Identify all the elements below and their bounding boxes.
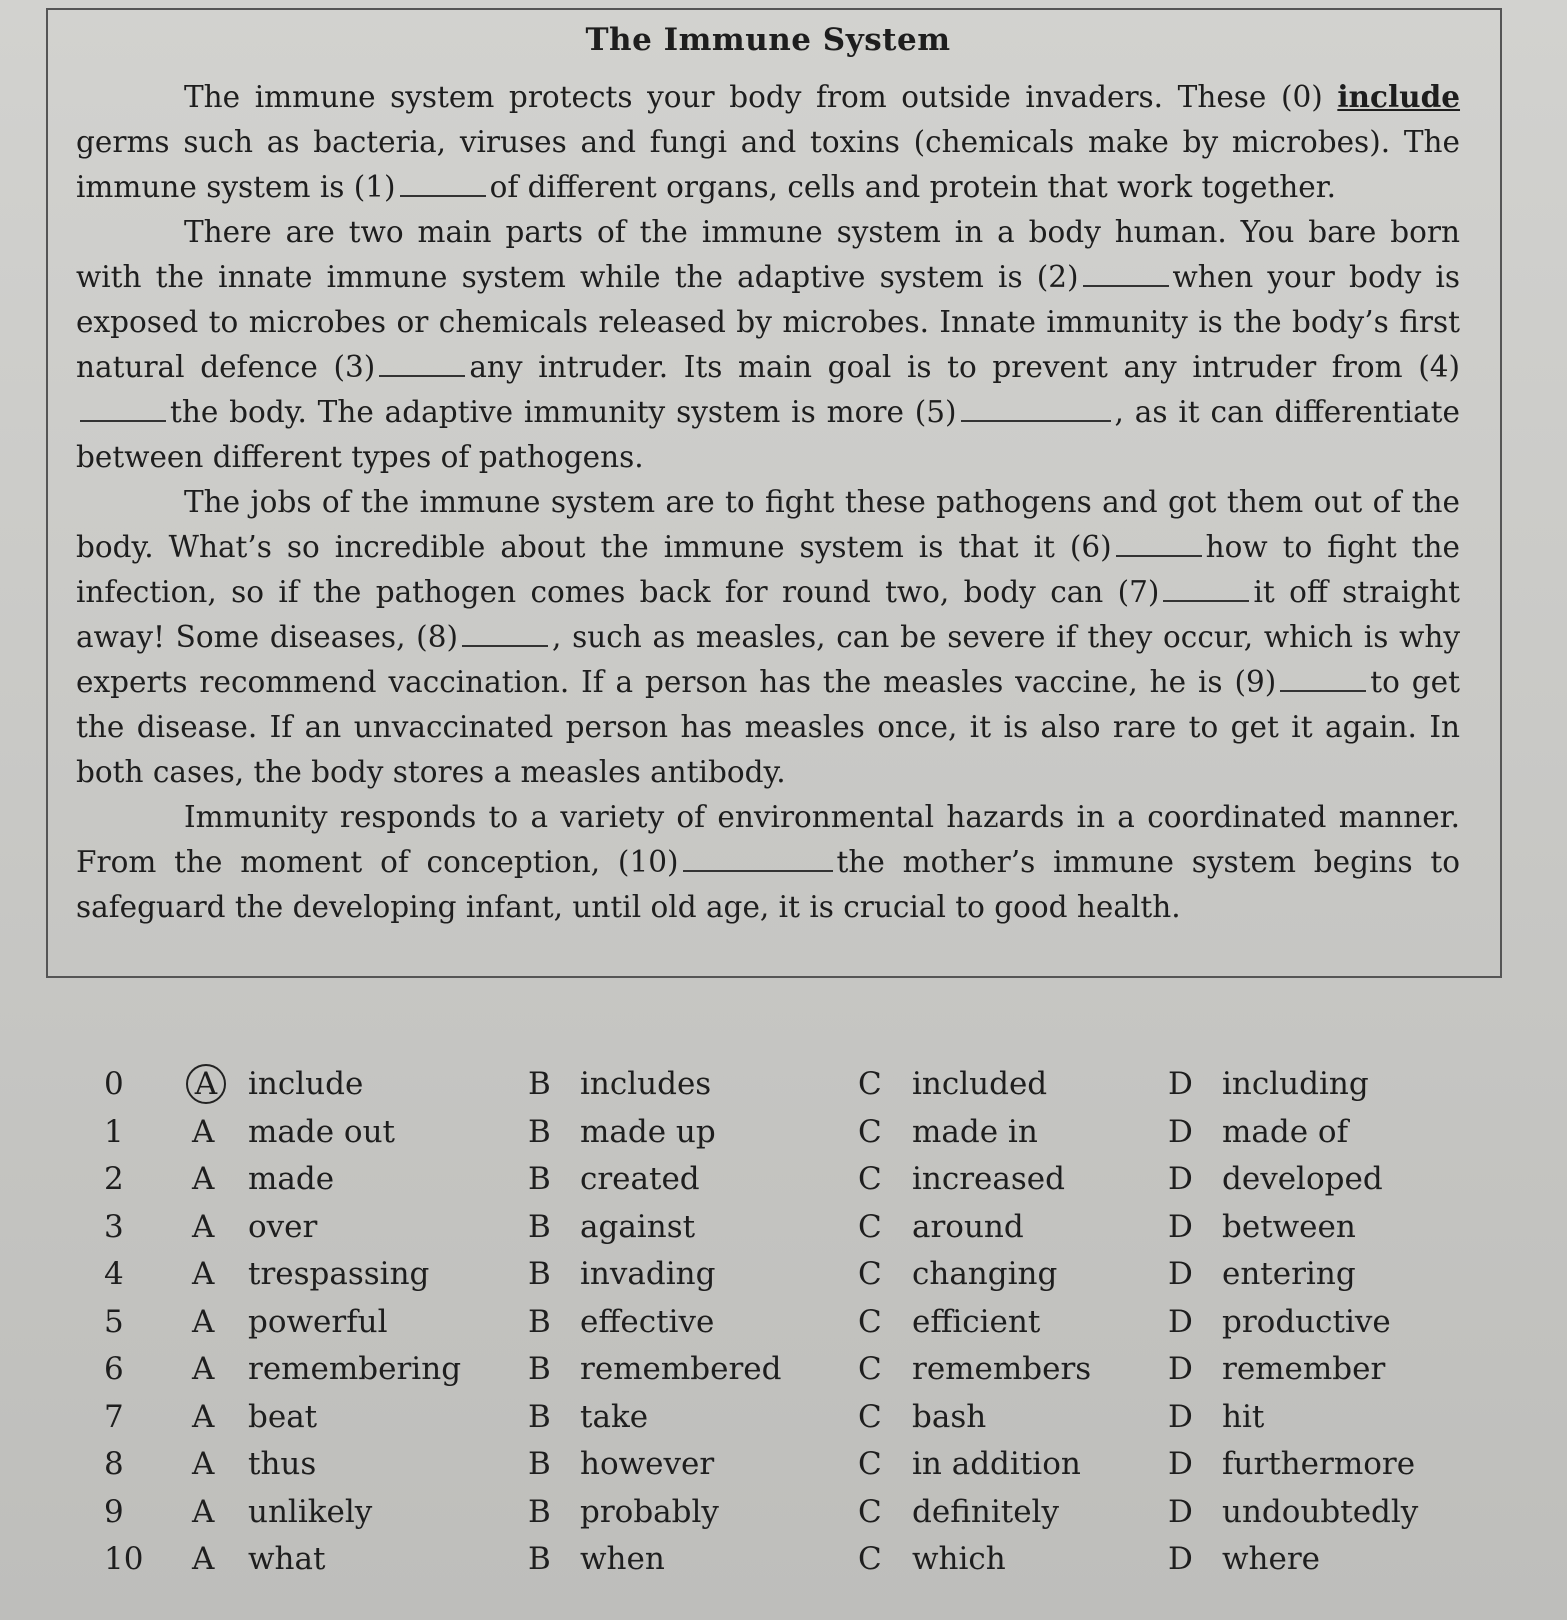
option-b[interactable]: however [580, 1446, 715, 1482]
option-letter-d[interactable]: D [1168, 1493, 1193, 1530]
option-c[interactable]: definitely [912, 1493, 1059, 1530]
option-letter-b[interactable]: B [528, 1493, 551, 1530]
option-a[interactable]: what [248, 1541, 326, 1577]
option-letter-d[interactable]: D [1168, 1208, 1193, 1245]
text: immune system is (1) [76, 170, 396, 204]
paragraph-2 [76, 210, 1460, 480]
option-row [90, 1256, 1490, 1304]
option-b[interactable]: probably [580, 1493, 719, 1530]
option-b[interactable]: against [580, 1208, 696, 1245]
option-letter-b[interactable]: B [528, 1256, 551, 1292]
option-letter-c[interactable]: C [858, 1256, 882, 1292]
text: the infection, so if the pathogen comes back for round two, body can (7) [76, 530, 1460, 609]
option-letter-d[interactable]: D [1168, 1303, 1193, 1340]
option-letter-d[interactable]: D [1168, 1446, 1193, 1482]
text: it off [1253, 575, 1328, 609]
blank-4[interactable] [80, 394, 166, 422]
option-letter-a[interactable]: A [192, 1208, 215, 1245]
option-letter-a[interactable]: A [192, 1493, 215, 1530]
option-a[interactable]: powerful [248, 1303, 388, 1340]
option-a[interactable]: made [248, 1161, 335, 1197]
option-d[interactable]: undoubtedly [1222, 1493, 1419, 1530]
option-letter-b[interactable]: B [528, 1446, 551, 1482]
option-a[interactable]: remembering [248, 1351, 462, 1387]
option-letter-c[interactable]: C [858, 1066, 882, 1102]
text: Immunity responds to a variety of environmental hazards in a coordinated manner. [184, 800, 1460, 834]
text: the body. What’s so incredible about the immune system is that it (6) [76, 485, 1460, 564]
blank-5[interactable] [961, 394, 1111, 422]
option-letter-b[interactable]: B [528, 1161, 551, 1197]
option-letter-b[interactable]: B [528, 1113, 551, 1150]
option-row [90, 1066, 1490, 1114]
option-letter-d[interactable]: D [1168, 1113, 1193, 1150]
answer-options [90, 1066, 1490, 1589]
text: The jobs of the immune system are to fight these pathogens and got them out of [184, 485, 1402, 519]
option-d[interactable]: furthermore [1222, 1446, 1416, 1482]
blank-2[interactable] [1083, 259, 1169, 287]
option-letter-b[interactable]: B [528, 1208, 551, 1245]
blank-1[interactable] [400, 169, 486, 197]
option-letter-a[interactable]: A [192, 1446, 215, 1482]
text: of different organs, cells and protein that work together. [489, 170, 1337, 204]
question-number: 0 [104, 1066, 124, 1102]
option-row [90, 1446, 1490, 1494]
blank-7[interactable] [1163, 574, 1249, 602]
text: first natural defence (3) [76, 305, 1460, 384]
option-letter-c[interactable]: C [858, 1398, 882, 1435]
option-a[interactable]: trespassing [248, 1256, 430, 1292]
option-letter-b[interactable]: B [528, 1351, 551, 1387]
blank-3[interactable] [379, 349, 465, 377]
option-letter-c[interactable]: C [858, 1541, 882, 1577]
option-letter-c[interactable]: C [858, 1446, 882, 1482]
text: The immune system protects your body from outside invaders. These (0) [184, 80, 1323, 114]
option-letter-a[interactable]: A [192, 1303, 215, 1340]
option-letter-a[interactable]: A [192, 1351, 215, 1387]
paragraph-3 [76, 480, 1460, 795]
question-number: 3 [104, 1208, 124, 1245]
question-number: 4 [104, 1256, 124, 1292]
option-d[interactable]: hit [1222, 1398, 1265, 1435]
option-b[interactable]: made up [580, 1113, 716, 1150]
option-b[interactable]: created [580, 1161, 700, 1197]
paragraph-1 [76, 74, 1460, 210]
text: how to fight [1205, 530, 1397, 564]
option-row [90, 1209, 1490, 1257]
option-c[interactable]: in addition [912, 1446, 1081, 1482]
blank-9[interactable] [1280, 664, 1366, 692]
option-row [90, 1304, 1490, 1352]
option-letter-a[interactable]: A [192, 1256, 215, 1292]
option-b[interactable]: take [580, 1398, 649, 1435]
blank-10[interactable] [683, 844, 833, 872]
option-letter-d[interactable]: D [1168, 1351, 1193, 1387]
question-number: 1 [104, 1113, 124, 1150]
option-d[interactable]: made of [1222, 1113, 1349, 1150]
option-letter-a[interactable]: A [192, 1541, 215, 1577]
option-d[interactable]: entering [1222, 1256, 1356, 1292]
option-b[interactable]: invading [580, 1256, 716, 1292]
option-row [90, 1114, 1490, 1162]
option-letter-d[interactable]: D [1168, 1161, 1193, 1197]
text: when your body [1172, 260, 1422, 294]
option-c[interactable]: efficient [912, 1303, 1041, 1340]
option-a[interactable]: unlikely [248, 1493, 373, 1530]
text: the mother’s immune system begins to [836, 845, 1461, 879]
text: From the moment of conception, (10) [76, 845, 679, 879]
option-b[interactable]: when [580, 1541, 665, 1577]
option-d[interactable]: productive [1222, 1303, 1391, 1340]
text: , such as measles, can be severe if they occur, [551, 620, 1254, 654]
option-letter-a[interactable] [192, 1066, 226, 1104]
option-d[interactable]: remember [1222, 1351, 1386, 1387]
text: with the innate immune system while the adaptive system is (2) [76, 260, 1079, 294]
question-number: 8 [104, 1446, 124, 1482]
option-letter-c[interactable]: C [858, 1113, 882, 1150]
page-title: The Immune System [585, 22, 951, 58]
option-d[interactable]: developed [1222, 1161, 1383, 1197]
option-d[interactable]: where [1222, 1541, 1321, 1577]
option-c[interactable]: around [912, 1208, 1024, 1245]
option-b[interactable]: remembered [580, 1351, 782, 1387]
text: germs such as bacteria, viruses and fungi and toxins (chemicals make by microbes). The [76, 125, 1460, 159]
option-letter-d[interactable]: D [1168, 1541, 1193, 1577]
option-c[interactable]: included [912, 1066, 1048, 1102]
option-b[interactable]: effective [580, 1303, 715, 1340]
question-number: 10 [104, 1541, 144, 1577]
question-number: 2 [104, 1161, 124, 1197]
option-a[interactable]: include [248, 1066, 364, 1102]
option-letter-d[interactable]: D [1168, 1256, 1193, 1292]
option-d[interactable]: including [1222, 1066, 1369, 1102]
text: any intruder. Its main goal is to prevent any intruder from [469, 350, 1403, 384]
option-c[interactable]: bash [912, 1398, 987, 1435]
option-c[interactable]: made in [912, 1113, 1038, 1150]
text: There are two main parts of the immune system in a body human. You bare born [184, 215, 1460, 249]
paragraph-4 [76, 795, 1460, 930]
text: (9) [1234, 665, 1277, 699]
option-c[interactable]: increased [912, 1161, 1065, 1197]
option-c[interactable]: changing [912, 1256, 1058, 1292]
example-answer: include [1337, 79, 1461, 114]
option-letter-b[interactable]: B [528, 1066, 551, 1102]
text: differentiate between different types of pathogens. [76, 395, 1460, 474]
option-row [90, 1161, 1490, 1209]
option-row [90, 1399, 1490, 1447]
text: , as it can [1114, 395, 1264, 429]
option-d[interactable]: between [1222, 1208, 1356, 1245]
question-number: 7 [104, 1398, 124, 1435]
text: is exposed to microbes or chemicals released by microbes. Innate immunity is the body’s [76, 260, 1460, 339]
text: (4) [1418, 350, 1460, 384]
option-letter-b[interactable]: B [528, 1398, 551, 1435]
option-letter-c[interactable]: C [858, 1493, 882, 1530]
option-c[interactable]: which [912, 1541, 1006, 1577]
option-letter-d[interactable]: D [1168, 1066, 1193, 1102]
option-row [90, 1494, 1490, 1542]
text: to get it again. In both cases, the body stores a measles antibody. [76, 710, 1460, 789]
question-number: 6 [104, 1351, 124, 1387]
option-a[interactable]: thus [248, 1446, 317, 1482]
option-letter-a[interactable]: A [192, 1398, 215, 1435]
option-letter-d[interactable]: D [1168, 1398, 1193, 1435]
option-letter-b[interactable]: B [528, 1541, 551, 1577]
blank-8[interactable] [462, 619, 548, 647]
text: safeguard the developing infant, until old age, it is crucial to good health. [76, 890, 1181, 924]
option-c[interactable]: remembers [912, 1351, 1092, 1387]
option-letter-c[interactable]: C [858, 1208, 882, 1245]
question-number: 5 [104, 1303, 124, 1340]
option-letter-a[interactable]: A [192, 1161, 215, 1197]
option-b[interactable]: includes [580, 1066, 712, 1102]
question-number: 9 [104, 1493, 124, 1530]
passage-box [46, 8, 1502, 978]
option-letter-c[interactable]: C [858, 1161, 882, 1197]
option-letter-c[interactable]: C [858, 1351, 882, 1387]
circled-answer-a: A [186, 1064, 226, 1104]
text: straight away! Some diseases, (8) [76, 575, 1460, 654]
option-a[interactable]: over [248, 1208, 318, 1245]
option-letter-c[interactable]: C [858, 1303, 882, 1340]
option-letter-b[interactable]: B [528, 1303, 551, 1340]
option-a[interactable]: made out [248, 1113, 396, 1150]
text: the body. The adaptive immunity system is more (5) [170, 395, 957, 429]
text: which is why experts recommend vaccination. If a person has the measles vaccine, he is [76, 620, 1461, 699]
option-letter-a[interactable]: A [192, 1113, 215, 1150]
option-row [90, 1351, 1490, 1399]
text: to get the disease. If an unvaccinated person has measles once, it is also rare [76, 665, 1460, 744]
blank-6[interactable] [1116, 529, 1202, 557]
option-a[interactable]: beat [248, 1398, 318, 1435]
option-row [90, 1541, 1490, 1589]
